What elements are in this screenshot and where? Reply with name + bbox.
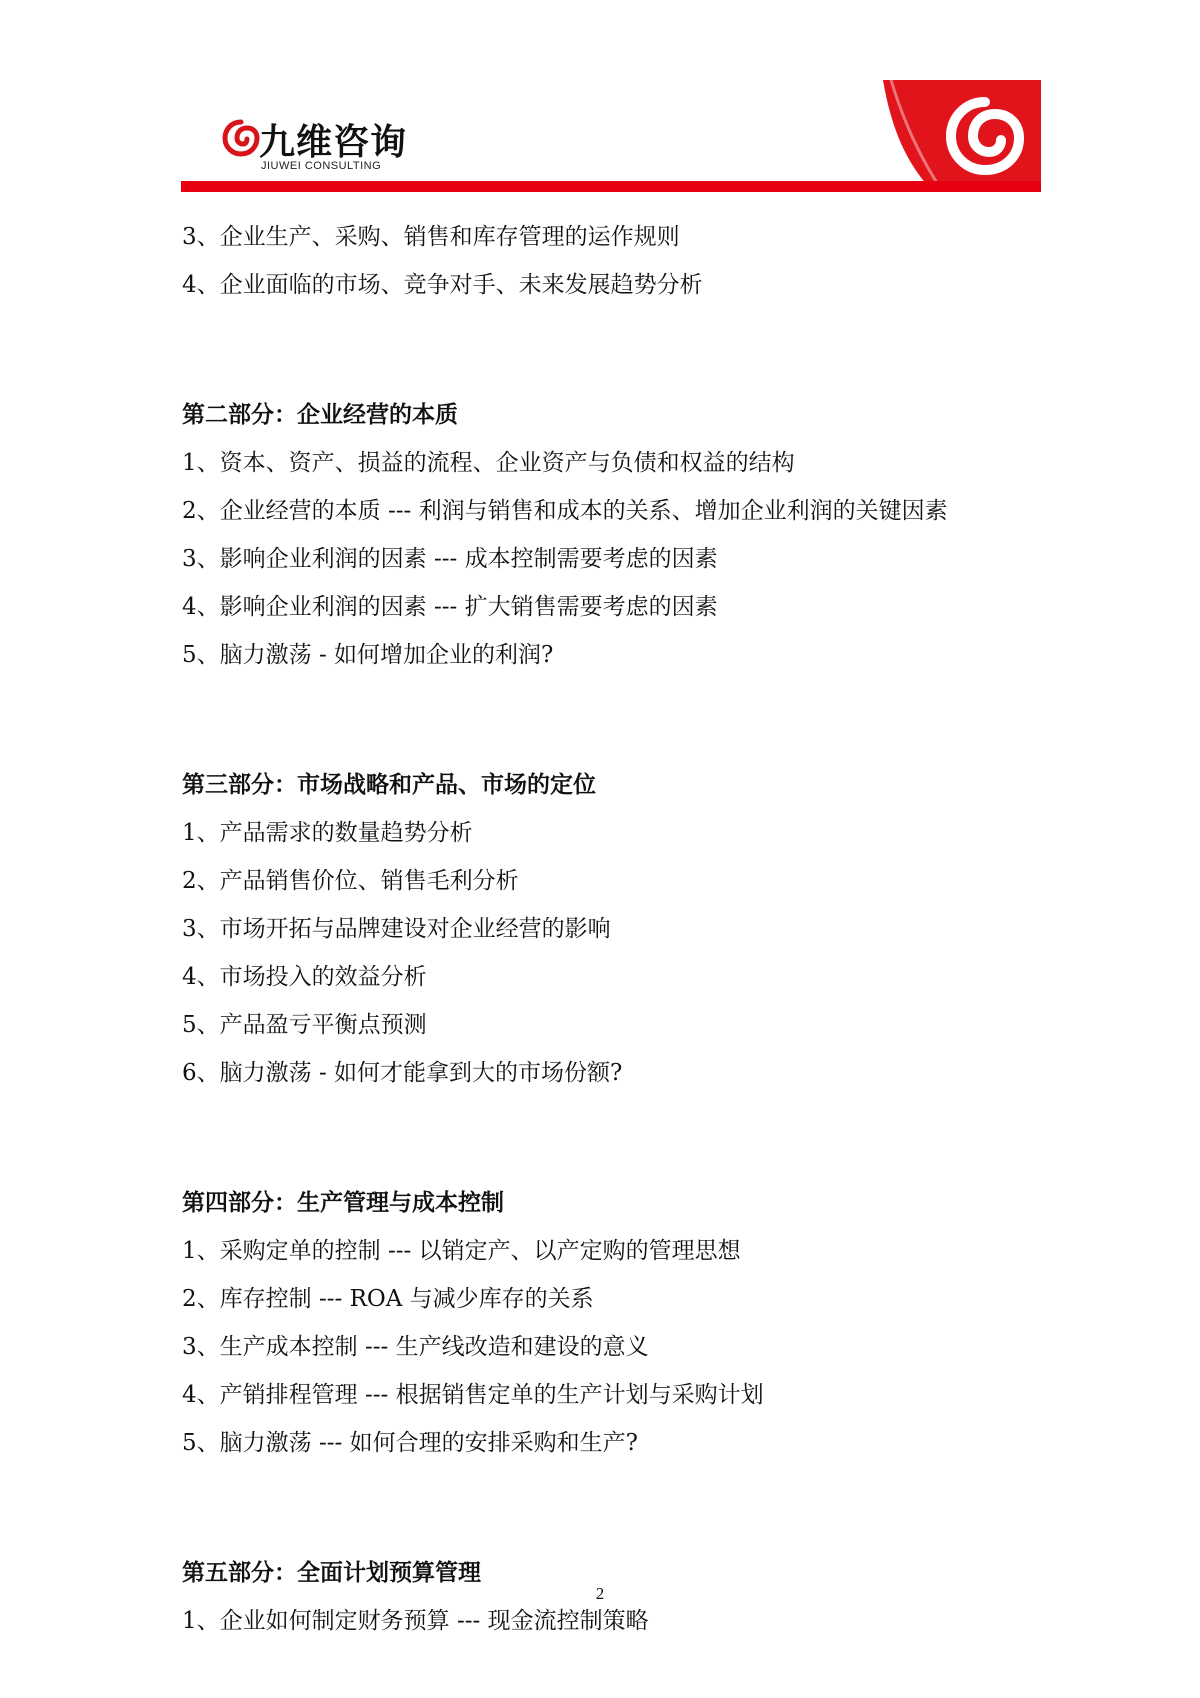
intro-list xyxy=(182,220,1042,302)
list-item: 3、生产成本控制 --- 生产线改造和建设的意义 xyxy=(182,1334,649,1360)
list-item: 5、脑力激荡 - 如何增加企业的利润? xyxy=(182,642,554,668)
section-heading: 第四部分：生产管理与成本控制 xyxy=(182,1190,504,1216)
section-heading: 第三部分：市场战略和产品、市场的定位 xyxy=(182,772,596,798)
list-item: 1、产品需求的数量趋势分析 xyxy=(182,820,473,846)
spiral-brand-graphic xyxy=(873,80,1041,192)
list-item: 3、企业生产、采购、销售和库存管理的运作规则 xyxy=(182,224,680,250)
list-item: 4、影响企业利润的因素 --- 扩大销售需要考虑的因素 xyxy=(182,594,718,620)
header-red-rule xyxy=(181,181,1041,192)
document-body xyxy=(182,220,1042,1652)
list-item: 2、产品销售价位、销售毛利分析 xyxy=(182,868,519,894)
list-item: 3、影响企业利润的因素 --- 成本控制需要考虑的因素 xyxy=(182,546,718,572)
logo-chinese-name: 九维咨询 xyxy=(259,122,408,163)
list-item: 1、资本、资产、损益的流程、企业资产与负债和权益的结构 xyxy=(182,450,795,476)
list-item: 6、脑力激荡 - 如何才能拿到大的市场份额? xyxy=(182,1060,623,1086)
list-item: 3、市场开拓与品牌建设对企业经营的影响 xyxy=(182,916,611,942)
list-item: 5、产品盈亏平衡点预测 xyxy=(182,1012,427,1038)
section-heading: 第五部分：全面计划预算管理 xyxy=(182,1560,481,1586)
page-number: 2 xyxy=(595,1584,605,1603)
list-item: 4、企业面临的市场、竞争对手、未来发展趋势分析 xyxy=(182,272,703,298)
page-header xyxy=(181,80,1041,196)
list-item: 4、市场投入的效益分析 xyxy=(182,964,427,990)
section-part-2 xyxy=(182,398,1042,672)
section-part-3 xyxy=(182,768,1042,1090)
list-item: 1、采购定单的控制 --- 以销定产、以产定购的管理思想 xyxy=(182,1238,741,1264)
jiuwei-logo-icon xyxy=(221,118,261,158)
list-item: 4、产销排程管理 --- 根据销售定单的生产计划与采购计划 xyxy=(182,1382,764,1408)
logo-english-name: JIUWEI CONSULTING xyxy=(261,160,382,172)
list-item: 2、企业经营的本质 --- 利润与销售和成本的关系、增加企业利润的关键因素 xyxy=(182,498,948,524)
list-item: 5、脑力激荡 --- 如何合理的安排采购和生产? xyxy=(182,1430,638,1456)
list-item: 1、企业如何制定财务预算 --- 现金流控制策略 xyxy=(182,1608,649,1634)
section-heading: 第二部分：企业经营的本质 xyxy=(182,402,458,428)
section-part-4 xyxy=(182,1186,1042,1460)
list-item: 2、库存控制 --- ROA 与减少库存的关系 xyxy=(182,1286,594,1312)
